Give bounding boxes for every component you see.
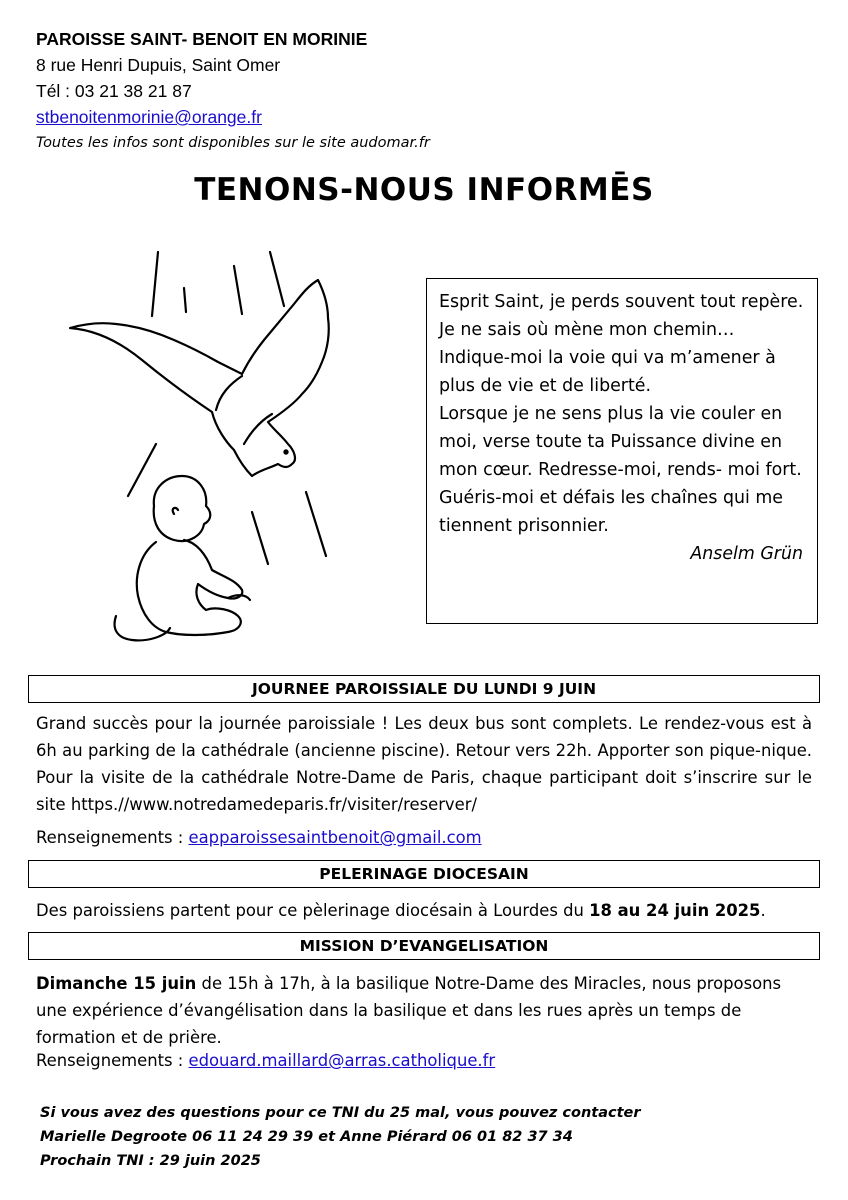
light-ray	[270, 252, 284, 306]
footer-note	[40, 1101, 641, 1173]
dove-tail-line	[244, 414, 272, 444]
child-legs	[115, 616, 170, 640]
section-heading-pelerinage: PELERINAGE DIOCESAIN	[28, 860, 820, 888]
section-heading-mission: MISSION D’EVANGELISATION	[28, 932, 820, 960]
parish-header	[36, 26, 430, 156]
prayer-author: Anselm Grün	[690, 544, 803, 564]
dove-and-kneeling-child-drawing-icon	[56, 244, 356, 654]
site-note: Toutes les infos sont disponibles sur le site audomar.fr	[36, 135, 430, 151]
parish-name: PAROISSE SAINT- BENOIT EN MORINIE	[36, 29, 368, 49]
mission-body	[36, 970, 812, 1051]
child-ear	[173, 508, 178, 514]
prayer-line: Esprit Saint, je perds souvent tout repère. Je ne sais où mène mon chemin…	[439, 292, 804, 340]
contact-label: Renseignements :	[36, 828, 189, 847]
dove-wing-line	[216, 376, 242, 410]
journee-contact	[36, 824, 812, 851]
prayer-box	[426, 278, 818, 624]
section-heading-journee: JOURNEE PAROISSIALE DU LUNDI 9 JUIN	[28, 675, 820, 703]
pelerinage-dates: 18 au 24 juin 2025	[589, 901, 761, 920]
pelerinage-body	[36, 897, 812, 924]
child-body	[137, 540, 243, 635]
light-ray	[184, 288, 186, 312]
parish-address: 8 rue Henri Dupuis, Saint Omer	[36, 55, 281, 75]
light-ray	[128, 444, 156, 496]
mission-contact	[36, 1047, 812, 1074]
contact-label: Renseignements :	[36, 1051, 189, 1070]
parish-email-link[interactable]: stbenoitenmorinie@orange.fr	[36, 107, 262, 127]
footer-line: Prochain TNI : 29 juin 2025	[40, 1153, 261, 1169]
child-head	[154, 476, 211, 541]
footer-line: Si vous avez des questions pour ce TNI du 25 mal, vous pouvez contacter	[40, 1105, 641, 1121]
pelerinage-text: Des paroissiens partent pour ce pèlerinage diocésain à Lourdes du	[36, 901, 590, 920]
prayer-line: Guéris-moi et défais les chaînes qui me tiennent prisonnier.	[439, 488, 783, 536]
page-title: TENONS-NOUS INFORMĒS	[194, 172, 654, 208]
light-ray	[234, 266, 242, 314]
dove-eye	[284, 450, 287, 453]
prayer-line: Indique-moi la voie qui va m’amener à plus de vie et de liberté.	[439, 348, 776, 396]
light-ray	[252, 512, 268, 564]
light-ray	[306, 492, 326, 556]
light-ray	[152, 252, 158, 316]
mission-contact-email-link[interactable]: edouard.maillard@arras.catholique.fr	[188, 1051, 496, 1070]
dove-outline	[70, 280, 329, 476]
mission-text: de 15h à 17h, à la basilique Notre-Dame des Miracles, nous proposons une expérience d’évangélisation dans la basilique et dans les rues après un temps de formation et de prière.	[36, 974, 782, 1047]
journee-body: Grand succès pour la journée paroissiale ! Les deux bus sont complets. Le rendez-vous est à 6h au parking de la cathédrale (ancienne piscine). Retour vers 22h. Apporter son pique-nique. Pour la visite de la cathédrale Notre-Dame de Paris, chaque participant doit s’inscrire sur le site https.//www.notredamedeparis.fr/visiter/reserver/	[36, 714, 812, 814]
prayer-line: Lorsque je ne sens plus la vie couler en moi, verse toute ta Puissance divine en mon cœur. Redresse-moi, rends- moi fort.	[439, 404, 802, 480]
footer-line: Marielle Degroote 06 11 24 29 39 et Anne Piérard 06 01 82 37 34	[40, 1129, 573, 1145]
journee-contact-email-link[interactable]: eapparoissesaintbenoit@gmail.com	[188, 828, 482, 847]
pelerinage-end: .	[760, 901, 766, 920]
parish-phone: Tél : 03 21 38 21 87	[36, 81, 192, 101]
mission-date: Dimanche 15 juin	[36, 974, 197, 993]
